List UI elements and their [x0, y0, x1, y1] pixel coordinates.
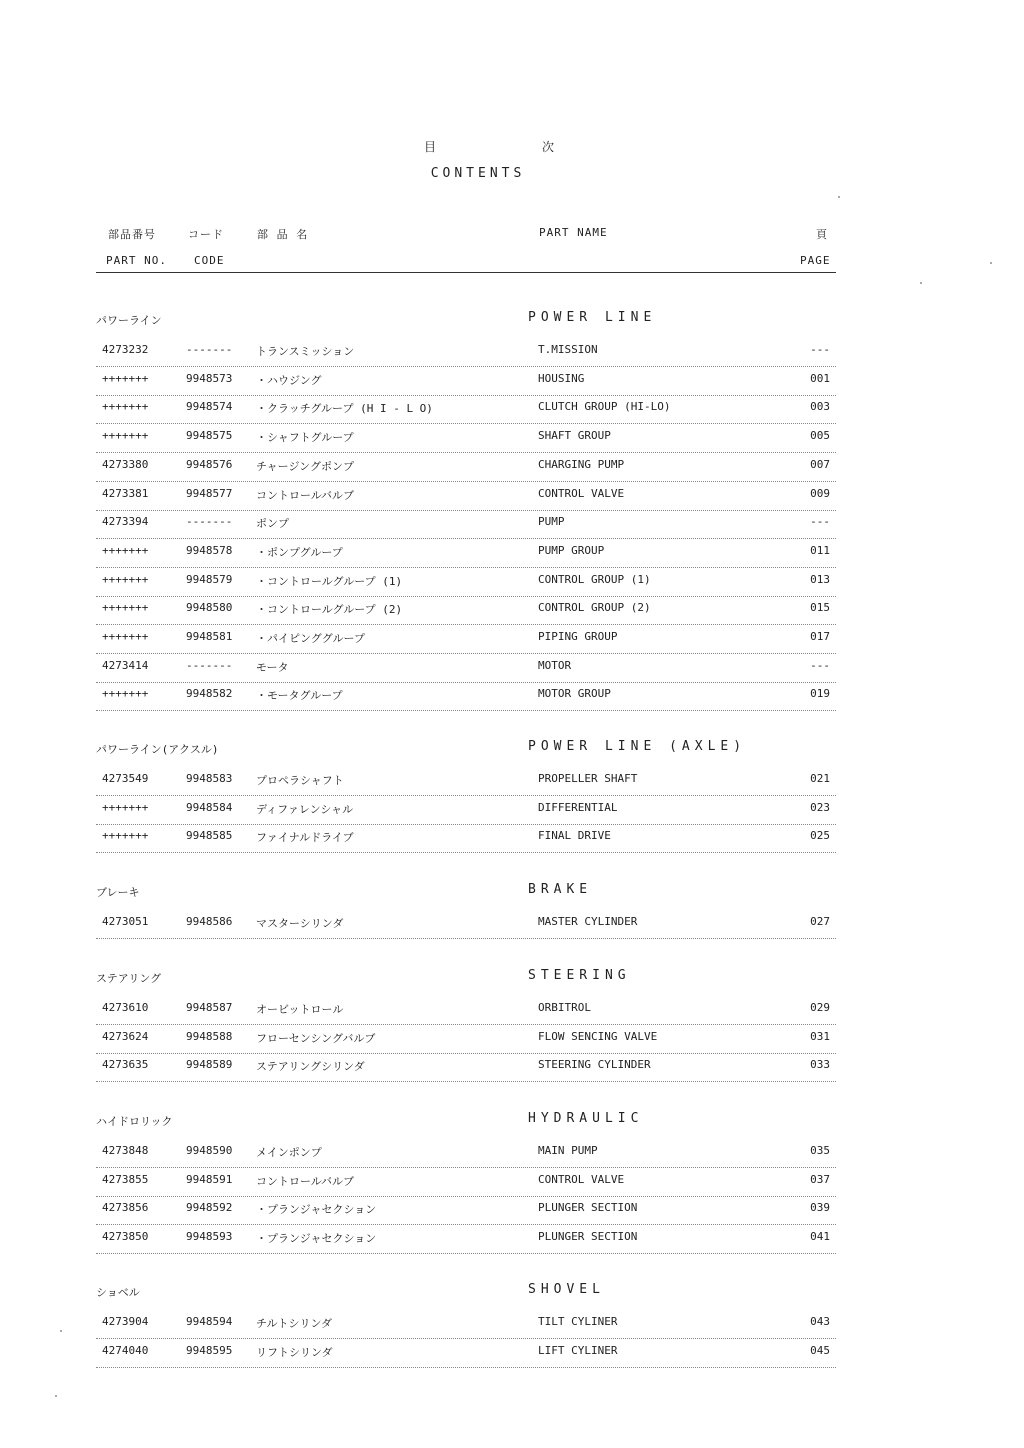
part-name-jp: メインポンプ	[256, 1146, 322, 1159]
page-number: 027	[810, 915, 830, 928]
code: 9948588	[186, 1029, 233, 1043]
part-name: MASTER CYLINDER	[538, 915, 638, 928]
scan-speck	[920, 282, 922, 284]
part-name: TILT CYLINER	[538, 1315, 618, 1328]
table-row	[96, 654, 836, 683]
page-number: 003	[810, 400, 830, 414]
part-number: +++++++	[102, 800, 149, 814]
table-row	[96, 767, 836, 796]
part-number: 4273856	[102, 1201, 149, 1215]
code: 9948578	[186, 543, 233, 557]
page-number: 041	[810, 1230, 830, 1244]
part-name-jp: フローセンシングバルブ	[256, 1031, 376, 1045]
part-name: FINAL DRIVE	[538, 829, 611, 843]
table-row	[96, 568, 836, 597]
part-name: SHAFT GROUP	[538, 429, 611, 443]
section-title: POWER LINE (AXLE)	[528, 739, 747, 754]
page-number: 019	[810, 687, 830, 701]
part-name: PLUNGER SECTION	[538, 1201, 638, 1215]
page-number: 007	[810, 457, 830, 471]
part-name-jp: ポンプ	[256, 517, 289, 531]
page-number: 017	[810, 630, 830, 643]
part-name-jp: ・パイピンググループ	[256, 632, 365, 645]
page-number: 001	[810, 371, 830, 385]
code: 9948586	[186, 915, 233, 928]
part-name: MOTOR GROUP	[538, 687, 611, 701]
part-number: +++++++	[102, 400, 149, 414]
code: 9948584	[186, 800, 233, 814]
section-title-jp: ハイドロリック	[96, 1115, 173, 1128]
part-name: MOTOR	[538, 658, 572, 672]
part-name-jp: ディファレンシャル	[256, 802, 354, 816]
part-name: PUMP GROUP	[538, 543, 605, 557]
section-title: HYDRAULIC	[528, 1111, 644, 1126]
part-name: CONTROL VALVE	[538, 1172, 625, 1186]
code: 9948575	[186, 429, 233, 443]
part-number: +++++++	[102, 601, 149, 615]
part-number: 4273394	[102, 515, 149, 529]
code: 9948576	[186, 457, 233, 471]
code: 9948591	[186, 1172, 233, 1186]
table-row	[96, 996, 836, 1025]
part-number: 4273610	[102, 1001, 149, 1014]
table-row	[96, 596, 836, 625]
part-name-jp: ・コントロールグループ (1)	[256, 574, 403, 588]
table-row	[96, 1139, 836, 1168]
part-name-jp: コントロールバルブ	[256, 1174, 355, 1188]
header-part-no: PART NO.	[106, 254, 167, 267]
table-row	[96, 1339, 836, 1368]
code: 9948573	[186, 371, 233, 385]
part-name: T.MISSION	[538, 343, 598, 356]
title-jp-left: 目	[424, 140, 437, 154]
section-title-jp: パワーライン	[96, 314, 162, 327]
table-row	[96, 1053, 836, 1082]
code: -------	[186, 343, 233, 356]
table-row	[96, 510, 836, 539]
part-number: +++++++	[102, 543, 149, 557]
part-name-jp: リフトシリンダ	[256, 1345, 333, 1359]
part-name-jp: ・クラッチグループ (H I - L O)	[256, 402, 433, 416]
part-name: CLUTCH GROUP (HI-LO)	[538, 400, 671, 414]
part-name: FLOW SENCING VALVE	[538, 1029, 658, 1043]
section-title: BRAKE	[528, 882, 593, 897]
table-row	[96, 682, 836, 711]
page-title: CONTENTS	[430, 166, 526, 181]
page-number: 039	[810, 1201, 830, 1215]
page-number: 029	[810, 1001, 830, 1014]
part-number: +++++++	[102, 371, 149, 385]
part-number: 4273051	[102, 915, 149, 928]
code: 9948582	[186, 687, 233, 701]
part-number: +++++++	[102, 572, 149, 586]
page-number: 033	[810, 1058, 830, 1072]
table-row	[96, 424, 836, 453]
part-number: 4273414	[102, 658, 149, 672]
code: 9948577	[186, 486, 233, 500]
part-number: +++++++	[102, 687, 149, 701]
part-number: 4273380	[102, 457, 149, 471]
part-name: HOUSING	[538, 371, 585, 385]
header-code-jp: コード	[188, 228, 224, 241]
title-jp-right: 次	[541, 140, 554, 154]
code: 9948587	[186, 1001, 233, 1014]
code: -------	[186, 658, 233, 672]
code: 9948585	[186, 829, 233, 843]
page-number: 045	[810, 1343, 830, 1357]
header-page: PAGE	[800, 254, 831, 267]
page-number: 021	[810, 772, 830, 785]
section-title: POWER LINE	[528, 310, 657, 325]
code: 9948590	[186, 1144, 233, 1157]
part-name: PROPELLER SHAFT	[538, 772, 638, 785]
part-number: 4274040	[102, 1343, 149, 1357]
table-row	[96, 1168, 836, 1197]
section-title-jp: ブレーキ	[96, 886, 140, 899]
part-name: CONTROL VALVE	[538, 486, 625, 500]
code: 9948595	[186, 1343, 233, 1357]
part-number: +++++++	[102, 429, 149, 443]
code: 9948589	[186, 1058, 233, 1072]
part-name-jp: トランスミッション	[256, 345, 355, 358]
part-number: 4273624	[102, 1029, 149, 1043]
part-name: STEERING CYLINDER	[538, 1058, 651, 1072]
page-number: 043	[810, 1315, 830, 1328]
table-row	[96, 539, 836, 568]
part-number: 4273848	[102, 1144, 149, 1157]
page-number: 005	[810, 429, 830, 443]
code: 9948592	[186, 1201, 233, 1215]
part-name-jp: ・ハウジング	[256, 373, 322, 387]
part-number: 4273904	[102, 1315, 149, 1328]
part-name-jp: プロペラシャフト	[256, 774, 344, 787]
part-name-jp: オービットロール	[256, 1003, 344, 1016]
scan-speck	[55, 1395, 57, 1397]
part-name-jp: ファイナルドライブ	[256, 831, 354, 845]
code: 9948593	[186, 1230, 233, 1244]
code: 9948574	[186, 400, 233, 414]
part-name: PLUNGER SECTION	[538, 1230, 638, 1244]
page-number: ---	[810, 515, 830, 529]
part-name: CONTROL GROUP (2)	[538, 601, 651, 615]
scan-speck	[838, 196, 840, 198]
title-japanese	[424, 138, 554, 155]
header-code: CODE	[194, 254, 225, 267]
table-row	[96, 910, 836, 939]
part-name: PUMP	[538, 515, 565, 529]
section-title: SHOVEL	[528, 1282, 605, 1297]
header-name-jp: 部 品 名	[257, 228, 309, 241]
header-part-no-jp: 部品番号	[108, 228, 156, 241]
part-name-jp: コントロールバルブ	[256, 488, 355, 502]
part-name-jp: ・コントロールグループ (2)	[256, 603, 403, 617]
part-name-jp: チルトシリンダ	[256, 1317, 333, 1330]
header-page-jp: 頁	[816, 228, 828, 241]
table-row	[96, 1310, 836, 1339]
part-name: MAIN PUMP	[538, 1144, 598, 1157]
page-number: 009	[810, 486, 830, 500]
part-name-jp: モータ	[256, 660, 289, 674]
part-number: 4273549	[102, 772, 149, 785]
header-part-name: PART NAME	[539, 226, 608, 239]
page-number: 031	[810, 1029, 830, 1043]
part-name: ORBITROL	[538, 1001, 591, 1014]
page-number: 037	[810, 1172, 830, 1186]
table-row	[96, 796, 836, 825]
page-number: ---	[810, 343, 830, 356]
section-title: STEERING	[528, 968, 631, 983]
table-row	[96, 1025, 836, 1054]
table-row	[96, 625, 836, 654]
part-name: LIFT CYLINER	[538, 1343, 618, 1357]
header-rule	[96, 272, 836, 273]
table-row	[96, 1225, 836, 1254]
part-name-jp: ・プランジャセクション	[256, 1203, 377, 1217]
table-row	[96, 824, 836, 853]
part-number: +++++++	[102, 630, 149, 643]
section-title-jp: ステアリング	[96, 972, 162, 985]
code: 9948579	[186, 572, 233, 586]
section-title-jp: ショベル	[96, 1286, 140, 1299]
part-name-jp: マスターシリンダ	[256, 917, 344, 930]
page-number: 013	[810, 572, 830, 586]
code: -------	[186, 515, 233, 529]
part-name-jp: ・ポンプグループ	[256, 545, 343, 559]
page-number: 025	[810, 829, 830, 843]
page-number: 035	[810, 1144, 830, 1157]
scan-speck	[990, 262, 992, 264]
part-number: 4273850	[102, 1230, 149, 1244]
page-number: ---	[810, 658, 830, 672]
part-number: 4273381	[102, 486, 149, 500]
part-number: 4273232	[102, 343, 149, 356]
part-name-jp: ・シャフトグループ	[256, 431, 354, 445]
code: 9948581	[186, 630, 233, 643]
table-row	[96, 453, 836, 482]
code: 9948580	[186, 601, 233, 615]
part-name: CONTROL GROUP (1)	[538, 572, 651, 586]
part-name-jp: ・プランジャセクション	[256, 1232, 377, 1246]
table-row	[96, 395, 836, 424]
part-name: PIPING GROUP	[538, 630, 618, 643]
section-title-jp: パワーライン(アクスル)	[96, 743, 219, 756]
table-row	[96, 338, 836, 367]
table-row	[96, 367, 836, 396]
table-row	[96, 1196, 836, 1225]
page-number: 015	[810, 601, 830, 615]
part-number: 4273635	[102, 1058, 149, 1072]
page-number: 023	[810, 800, 830, 814]
part-number: 4273855	[102, 1172, 149, 1186]
part-name: DIFFERENTIAL	[538, 800, 618, 814]
part-name-jp: チャージングポンプ	[256, 459, 354, 473]
page-number: 011	[810, 543, 830, 557]
table-row	[96, 482, 836, 511]
code: 9948594	[186, 1315, 233, 1328]
part-number: +++++++	[102, 829, 149, 843]
part-name-jp: ステアリングシリンダ	[256, 1060, 365, 1074]
part-name: CHARGING PUMP	[538, 457, 625, 471]
scan-speck	[60, 1330, 62, 1332]
code: 9948583	[186, 772, 233, 785]
part-name-jp: ・モータグループ	[256, 689, 343, 703]
